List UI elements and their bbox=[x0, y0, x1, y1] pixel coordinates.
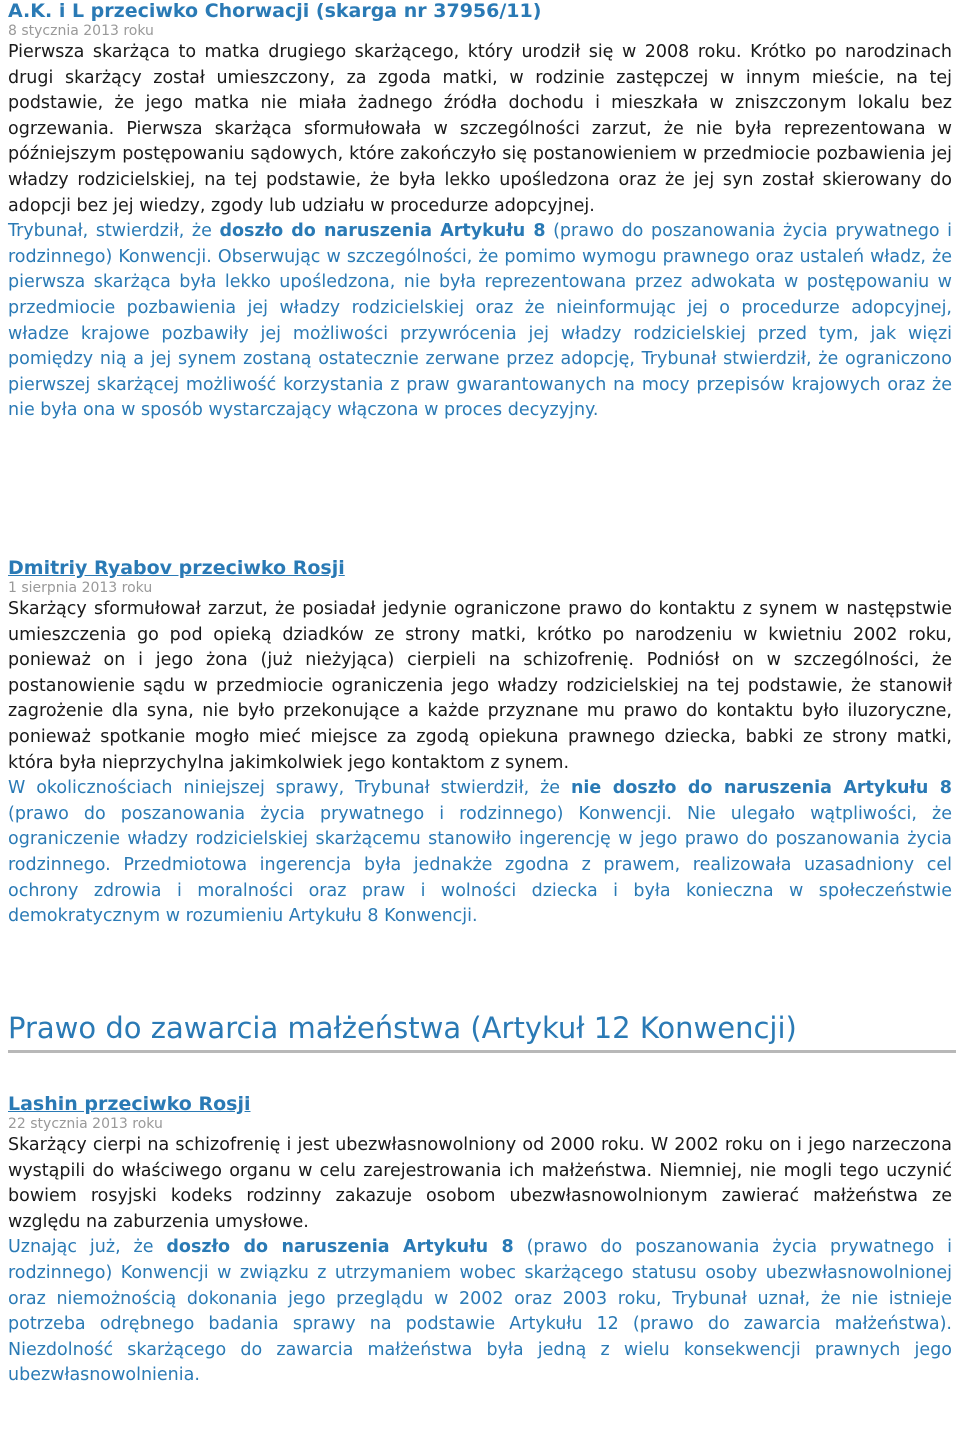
case-facts: Pierwsza skarżąca to matka drugiego skarżącego, który urodził się w 2008 roku. Krótko po narodzinach drugi skarżący został umieszczony, za zgoda matki, w rodzinie zastępczej w innym mieście, na tej podstawie, że jego matka nie miała żadnego źródła dochodu i mieszkała w zniszczonym lokalu bez ogrzewania. Pierwsza skarżąca sformułowała w szczególności zarzut, że nie była reprezentowana w późniejszym postępowaniu sądowych, które zakończyło się postanowieniem w przedmiocie pozbawienia jej władzy rodzicielskiej, na tej podstawie, że była lekko upośledzona oraz że jej syn został skierowany do adopcji bez jej wiedzy, zgody lub udziału w procedurze adopcyjnej. bbox=[8, 42, 952, 216]
case-date: 22 stycznia 2013 roku bbox=[8, 1116, 163, 1132]
case-title-link[interactable]: Lashin przeciwko Rosji bbox=[8, 1093, 251, 1115]
case-facts: Skarżący sformułował zarzut, że posiadał jedynie ograniczone prawo do kontaktu z synem w następstwie umieszczenia go pod opieką dziadków ze strony matki, krótko po narodzeniu w kwietniu 2002 roku, ponieważ on i jego żona (już nieżyjąca) cierpieli na schizofrenię. Podniósł on w szczególności, że postanowienie sądu w przedmiocie ograniczenia jego władzy rodzicielskiej na tej podstawie, że stanowił zagrożenie dla syna, nie było przekonujące a każde przyznane mu prawo do kontaktu było iluzoryczne, ponieważ spotkanie mogło mieć miejsce za zgodą opiekuna prawnego dziecka, babki ze strony matki, która była nieprzychylna jakimkolwiek jego kontaktom z synem. bbox=[8, 599, 952, 773]
case-title-link[interactable]: Dmitriy Ryabov przeciwko Rosji bbox=[8, 557, 345, 579]
case-title: A.K. i L przeciwko Chorwacji (skarga nr 37956/11) bbox=[8, 0, 542, 22]
ruling-intro: Uznając już, że bbox=[8, 1237, 167, 1258]
case-date: 8 stycznia 2013 roku bbox=[8, 23, 154, 39]
case-facts: Skarżący cierpi na schizofrenię i jest ubezwłasnowolniony od 2000 roku. W 2002 roku on i jego narzeczona wystąpili do właściwego organu w celu zarejestrowania ich małżeństwa. Niemniej, nie mogli tego uczynić bowiem rosyjski kodeks rodzinny zakazuje osobom ubezwłasnowolnionym zawierać małżeństwa ze względu na zaburzenia umysłowe. bbox=[8, 1135, 952, 1232]
case-ruling bbox=[8, 219, 952, 424]
case-date: 1 sierpnia 2013 roku bbox=[8, 580, 153, 596]
section-heading: Prawo do zawarcia małżeństwa (Artykuł 12 Konwencji) bbox=[8, 1008, 956, 1053]
ruling-reasoning: (prawo do poszanowania życia prywatnego i rodzinnego) Konwencji. Obserwując w szczególności, że pomimo wymogu prawnego oraz ustaleń władz, że pierwsza skarżąca była lekko upośledzona, nie była reprezentowana przez adwokata w postępowaniu w przedmiocie pozbawienia jej władzy rodzicielskiej oraz że nieinformując jej o procedurze adopcyjnej, władze krajowe pozbawiły jej możliwości przywrócenia jej władzy rodzicielskiej przed tym, jak więzi pomiędzy nią a jej synem zostaną ostatecznie zerwane przez adopcję, Trybunał stwierdził, że ograniczono pierwszej skarżącej możliwość korzystania z praw gwarantowanych na mocy przepisów krajowych oraz że nie była ona w sposób wystarczający włączona w proces decyzyjny. bbox=[8, 221, 952, 421]
case-entry bbox=[8, 557, 952, 930]
case-entry bbox=[8, 1093, 952, 1389]
case-ruling bbox=[8, 776, 952, 930]
case-ruling bbox=[8, 1235, 952, 1389]
ruling-reasoning: (prawo do poszanowania życia prywatnego i rodzinnego) Konwencji w związku z utrzymaniem wobec skarżącego statusu osoby ubezwłasnowolnionej oraz niemożnością dokonania jego przeglądu w 2002 oraz 2003 roku, Trybunał uznał, że nie istnieje potrzeba odrębnego badania sprawy na podstawie Artykułu 12 (prawo do zawarcia małżeństwa). Niezdolność skarżącego do zawarcia małżeństwa była jedną z wielu konsekwencji prawnych jego ubezwłasnowolnienia. bbox=[8, 1237, 952, 1386]
ruling-verdict: doszło do naruszenia Artykułu 8 bbox=[166, 1237, 514, 1258]
ruling-verdict: doszło do naruszenia Artykułu 8 bbox=[219, 221, 546, 242]
ruling-reasoning: (prawo do poszanowania życia prywatnego i rodzinnego) Konwencji. Nie ulegało wątpliwości, że ograniczenie władzy rodzicielskiej skarżącemu stanowiło ingerencję w jego prawo do poszanowania życia rodzinnego. Przedmiotowa ingerencja była jednakże zgodna z prawem, realizowała uzasadniony cel ochrony zdrowia i moralności oraz praw i wolności dziecka i była konieczna w społeczeństwie demokratycznym w rozumieniu Artykułu 8 Konwencji. bbox=[8, 803, 952, 927]
case-entry bbox=[8, 0, 952, 424]
ruling-verdict: nie doszło do naruszenia Artykułu 8 bbox=[570, 778, 952, 799]
ruling-intro: W okolicznościach niniejszej sprawy, Trybunał stwierdził, że bbox=[8, 778, 571, 799]
ruling-intro: Trybunał, stwierdził, że bbox=[8, 221, 220, 242]
